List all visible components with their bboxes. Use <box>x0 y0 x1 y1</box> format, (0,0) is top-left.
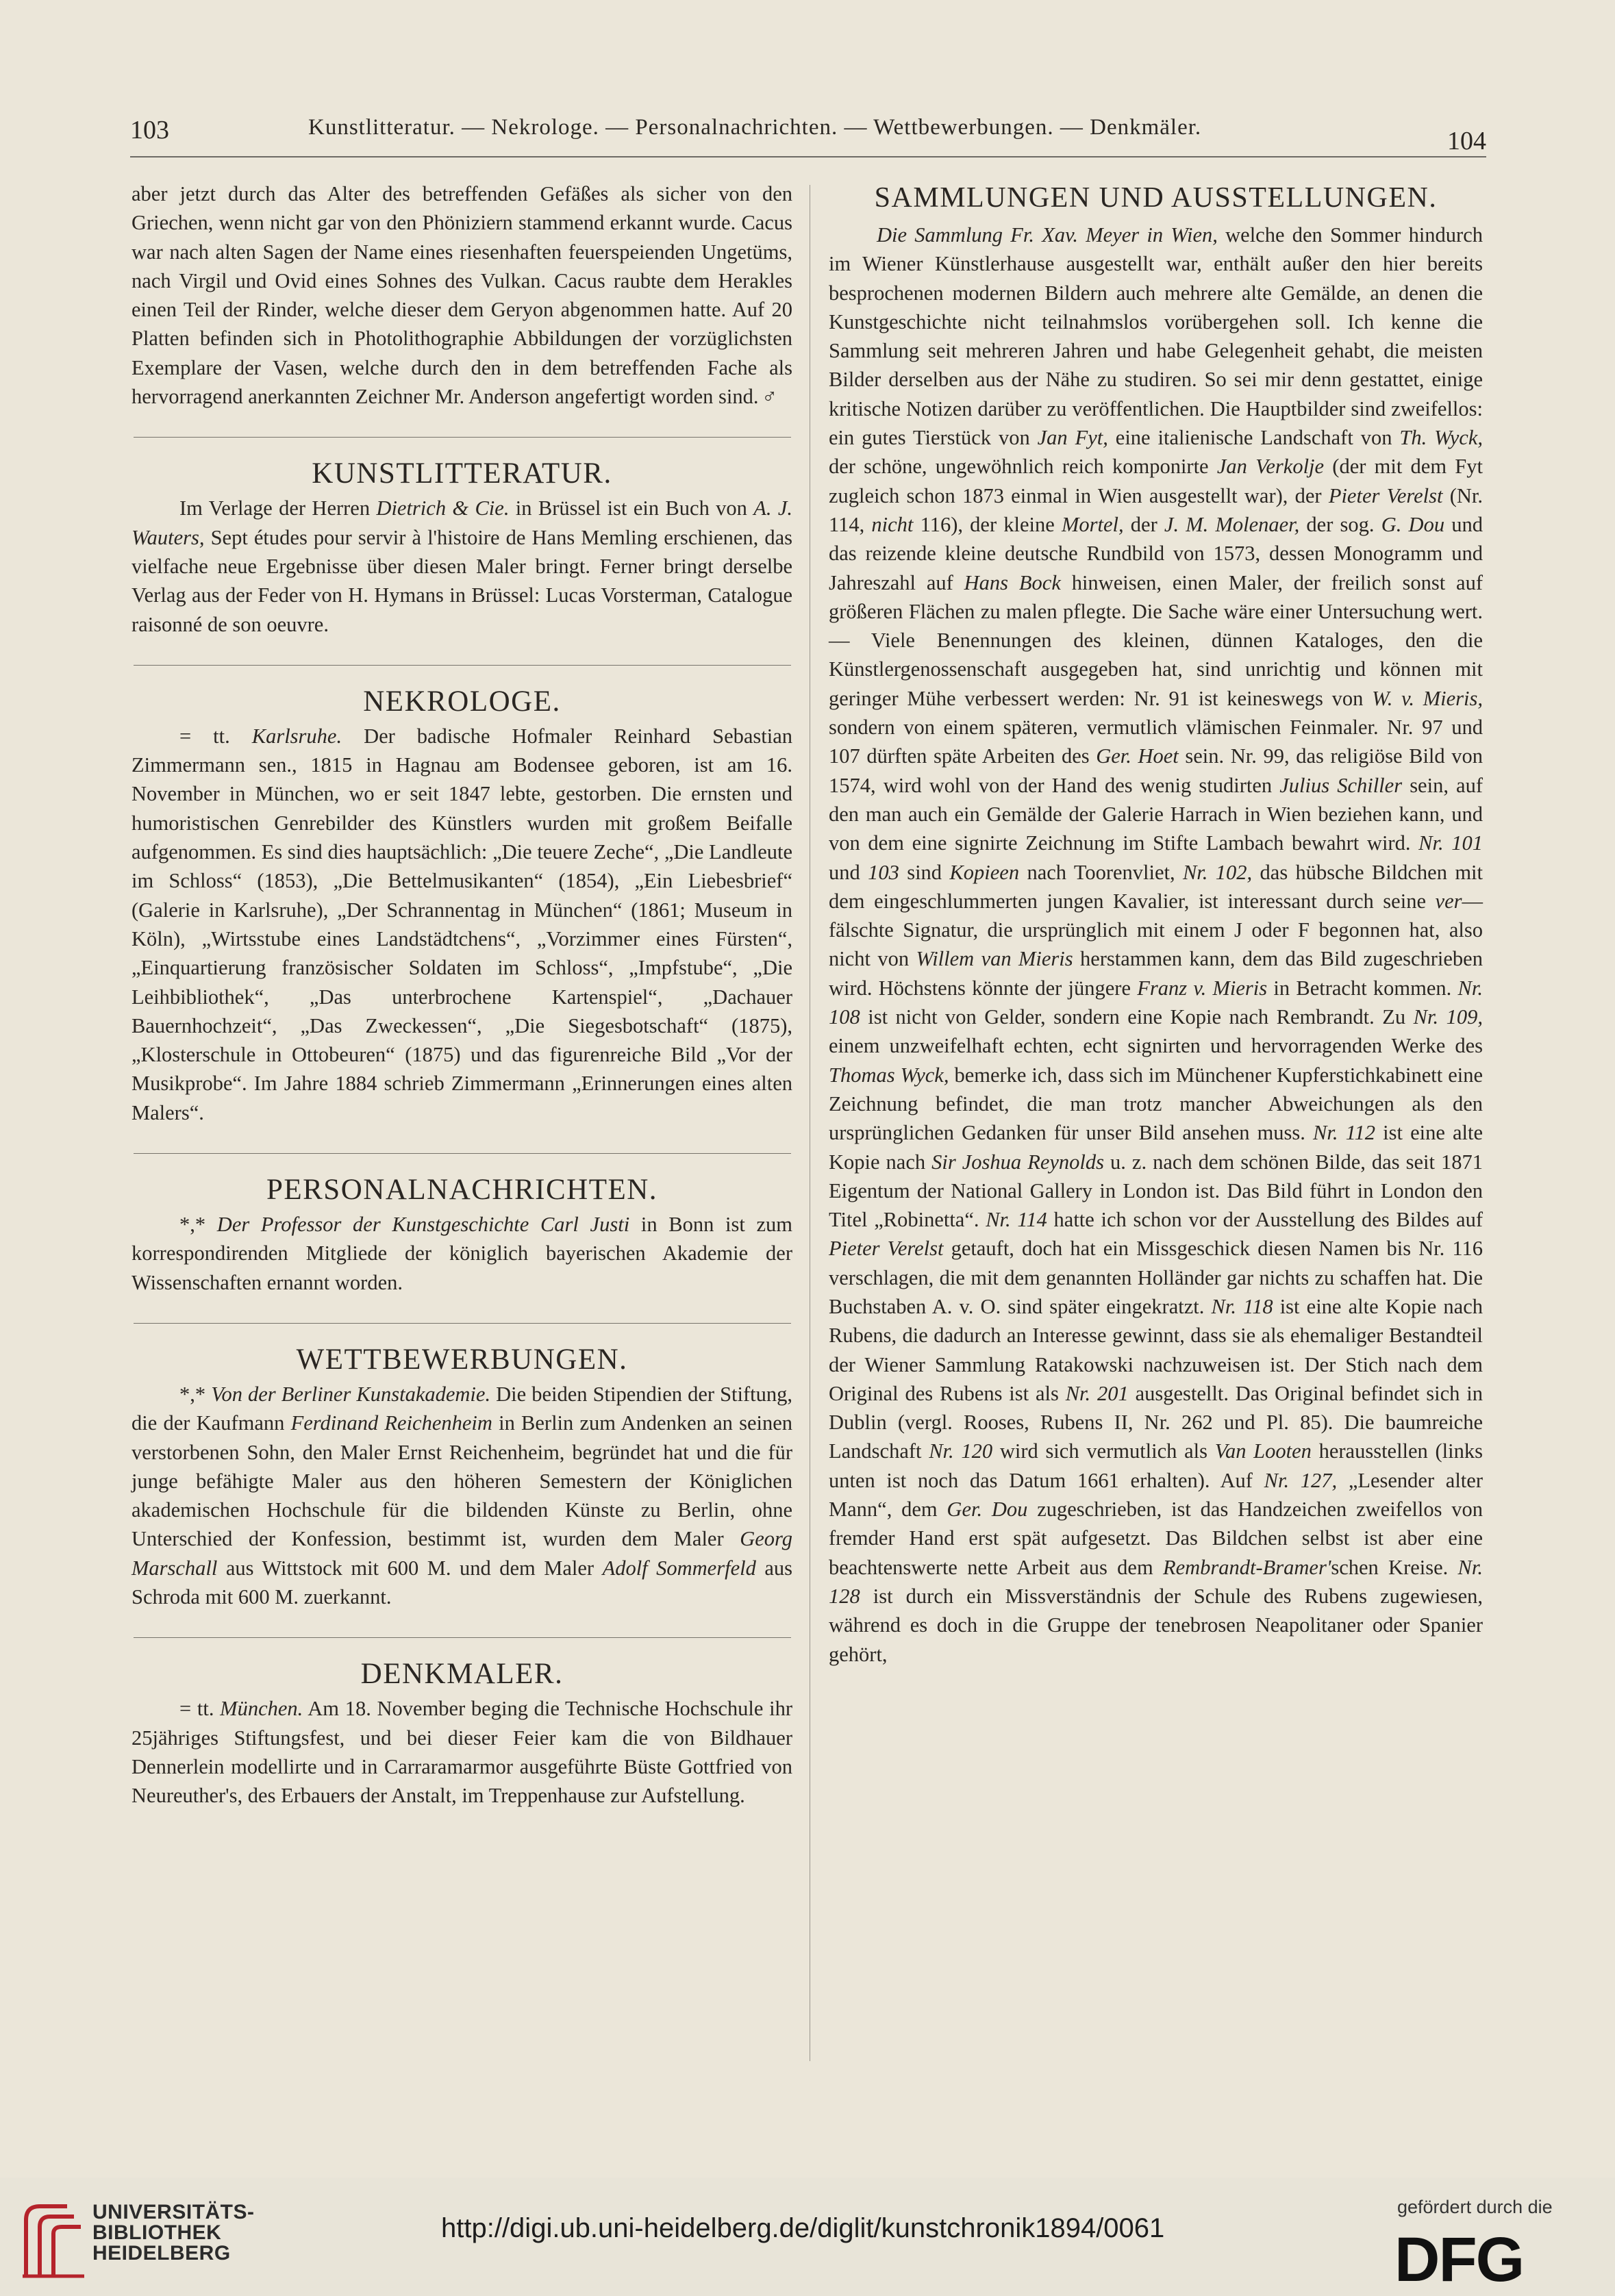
text-span: sind <box>899 860 950 884</box>
italic-span: Thomas Wyck, <box>829 1063 949 1087</box>
text-span: herstammen kann, dem das Bild zugeschrieben wird. Höchstens könnte der jüngere <box>829 947 1483 1000</box>
italic-span: 103 <box>868 860 899 884</box>
italic-span: Die Sammlung Fr. Xav. Meyer in Wien, <box>877 223 1218 247</box>
text-span: hinweisen, einen Maler, der freilich sonst auf größeren Flächen zu malen pflegte. Die Sache wäre einer Untersuchung wert. — Viele Benennungen des kleinen, dünnen Kataloges, den die Künstlergenossenschaft ausgegeben hat, sind unrichtig und können mit geringer Mühe verbessert werden: Nr. 91 ist keineswegs von <box>829 570 1483 710</box>
text-span: sein, auf den man auch ein Gemälde der Galerie Harrach in Wien beziehen kann, und von dem eine signirte Zeichnung im Stifte Lambach bewahrt wird. <box>829 773 1483 855</box>
text-span: eine italienische Landschaft von <box>1107 426 1400 450</box>
text-span: zugeschrieben, ist das Handzeichen zweifellos von fremder Hand erst spät aufgesetzt. Das Bildchen selbst ist aber eine beachtenswerte nette Arbeit aus dem <box>829 1498 1483 1579</box>
italic-span: Ger. Hoet <box>1096 744 1179 768</box>
intro-paragraph: aber jetzt durch das Alter des betreffenden Gefäßes als sicher von den Griechen, wenn nicht gar von den Phöniziern stammend erkannt wurde. Cacus war nach alten Sagen der Name eines riesenhaften feuerspeienden Ungetüms, nach Virgil und Ovid eines Sohnes des Vulkan. Cacus raubte dem Herakles einen Teil der Rinder, welche dieser dem Geryon abgenommen hatte. Auf 20 Platten befinden sich in Photolithographie Abbildungen der vorzüglichsten Exemplare der Vasen, welche durch den in dem betreffenden Fache als hervorragend anerkannten Zeichner Mr. Anderson angefertigt worden sind. ♂ <box>132 179 792 411</box>
running-head-rule <box>130 156 1486 157</box>
text-span: herausstellen (links unten ist noch das Datum 1661 erhalten). Auf <box>829 1439 1483 1492</box>
text-span: ist durch ein Missverständnis der Schule des Rubens zugewiesen, während es doch in die Gruppe der tenebrosen Neapolitaner oder Spanier gehört, <box>829 1584 1483 1666</box>
text-span: —fälschte Signatur, die ursprünglich mit einem J oder F begonnen hat, also nicht von <box>829 889 1483 971</box>
text-span: und das reizende kleine deutsche Rundbild von 1573, dessen Monogramm und Jahreszahl auf <box>829 512 1483 594</box>
kunstlitteratur-paragraph: Im Verlage der Herren Dietrich & Cie. in Brüssel ist ein Buch von A. J. Wauters, Sept études pour servir à l'histoire de Hans Memling erschienen, das vielfache neue Ergebnisse über diesen Maler bringt. Ferner bringt derselbe Verlag aus der Feder von H. Hymans in Brüssel: Lucas Vorsterman, Catalogue raisonné de son oeuvre. <box>132 496 793 636</box>
italic-span: Nr. 118 <box>1211 1294 1273 1318</box>
page-number-right: 104 <box>1447 127 1486 155</box>
section-rule <box>134 437 791 438</box>
heading-sammlungen: SAMMLUNGEN UND AUSSTELLUNGEN. <box>874 182 1438 214</box>
dfg-caption: gefördert durch die <box>1397 2197 1553 2217</box>
text-span: einem unzweifelhaft echten, echt signirten und hervorragenden Werke des <box>829 1034 1483 1058</box>
text-span: nach Toorenvliet, <box>1019 860 1183 884</box>
text-span: ist eine alte Kopie nach Rubens, die dadurch an Interesse gewinnt, dass sie als ehemaliger Bestandteil der Wiener Sammlung Ratakowski nachzuweisen ist. Der Stich nach dem Original des Rubens ist als <box>829 1294 1483 1405</box>
text-span: das hübsche Bildchen mit dem eingeschlummerten jungen Kavalier, ist interessant durch seine <box>829 860 1483 913</box>
italic-span: Jan Fyt, <box>1037 426 1108 450</box>
italic-span: Mortel, <box>1061 512 1124 536</box>
italic-span: W. v. Mieris, <box>1372 686 1483 710</box>
italic-span: Nr. 102, <box>1182 860 1253 884</box>
heading-nekrologe: NEKROLOGE. <box>363 685 561 718</box>
italic-span: Nr. 120 <box>929 1439 993 1463</box>
text-span: getauft, doch hat ein Missgeschick diesen Namen bis Nr. 116 verschlagen, die mit dem genannten Holländer gar nichts zu schaffen hat. Die Buchstaben A. v. O. sind später eingekratzt. <box>829 1237 1483 1318</box>
italic-span: Nr. 108 <box>829 976 1483 1029</box>
page-number-left: 103 <box>130 116 169 144</box>
italic-span: Julius Schiller <box>1279 773 1403 797</box>
author-signature: ♂ <box>762 385 777 409</box>
text-span: ist nicht von Gelder, sondern eine Kopie nach Rembrandt. Zu <box>860 1005 1414 1029</box>
text-span: welche den Sommer hindurch im Wiener Künstlerhause ausgestellt war, enthält außer den hier bereits besprochenen modernen Bildern auch mehrere alte Gemälde, an denen die Kunstgeschichte nicht teilnahmslos vorübergehen soll. Ich kenne die Sammlung seit mehreren Jahren und habe Gelegenheit gehabt, die meisten Bilder derselben aus der Nähe zu studiren. So sei mir denn gestattet, einige kritische Notizen darüber zu veröffentlichen. Die Hauptbilder sind zweifellos: ein gutes Tierstück von <box>829 223 1483 450</box>
text-span: u. z. nach dem schönen Bilde, das seit 1871 Eigentum der National Gallery in London ist. Das Bild führt in London den Titel „Robinetta“. <box>829 1150 1483 1232</box>
nekrologe-paragraph: = tt. Karlsruhe. Der badische Hofmaler Reinhard Sebastian Zimmermann sen., 1815 in Hagnau am Bodensee geboren, ist am 16. November in München, wo er seit 1847 lebte, gestorben. Die ernsten und humoristischen Genrebilder des Künstlers wurden mit großem Beifalle aufgenommen. Es sind dies hauptsächlich: „Die teuere Zeche“, „Die Landleute im Schloss“ (1853), „Die Bettelmusikanten“ (1854), „Ein Liebesbrief“ (Galerie in Karlsruhe), „Der Schrannentag in München“ (1861; Museum in Köln), „Wirtsstube eines Landstädtchens“, „Vorzimmer eines Fürsten“, „Einquartierung französischer Soldaten im Schloss“, „Impfstube“, „Die Leihbibliothek“, „Das unterbrochene Kartenspiel“, „Dachauer Bauernhochzeit“, „Das Zweckessen“, „Die Siegesbotschaft“ (1875), „Klosterschule in Ottobeuren“ (1875) und das figurenreiche Bild „Vor der Musikprobe“. Im Jahre 1884 schrieb Zimmermann „Erinnerungen eines alten Malers“. <box>132 724 792 1124</box>
italic-span: Franz v. Mieris <box>1137 976 1268 1000</box>
italic-span: Nr. 127, <box>1264 1468 1338 1492</box>
heading-wettbewerbungen: WETTBEWERBUNGEN. <box>296 1343 628 1376</box>
italic-span: Van Looten <box>1214 1439 1312 1463</box>
denkmaler-paragraph: = tt. München. Am 18. November beging die Technische Hochschule ihr 25jähriges Stiftungsfest, und bei dieser Feier kam die von Bildhauer Dennerlein modellirte und in Carraramarmor ausgeführte Büste Gottfried von Neureuther's, des Erbauers der Anstalt, im Treppenhause zur Aufstellung. <box>132 1697 792 1808</box>
italic-span: Nr. 101 <box>1418 831 1483 855</box>
text-span: in Betracht kommen. <box>1267 976 1458 1000</box>
italic-span: Th. Wyck, <box>1399 426 1483 450</box>
italic-span: Jan Verkolje <box>1216 455 1325 479</box>
text-span: sondern von einem späteren, vermutlich vlämischen Feinmaler. Nr. 97 und 107 dürften späte Arbeiten des <box>829 716 1483 768</box>
italic-span: Hans Bock <box>964 570 1061 594</box>
right-column <box>829 179 1483 1669</box>
italic-span: G. Dou <box>1381 512 1445 536</box>
text-span: (der mit dem Fyt zugleich schon 1873 einmal in Wien ausgestellt war), der <box>829 455 1483 507</box>
italic-span: Nr. 201 <box>1065 1381 1129 1405</box>
running-head <box>130 103 1486 157</box>
heading-personalnachrichten: PERSONALNACHRICHTEN. <box>266 1174 658 1207</box>
text-span: ist eine alte Kopie nach <box>829 1121 1483 1174</box>
text-span: sein. Nr. 99, das religiöse Bild von 1574, wird wohl von der Hand des wenig studirten <box>829 744 1483 797</box>
sammlungen-paragraph <box>829 220 1483 1669</box>
text-span: der schöne, ungewöhnlich reich komponirte <box>829 455 1217 479</box>
italic-span: Rembrandt-Bramer' <box>1162 1555 1331 1579</box>
text-span: (Nr. 114, <box>829 483 1483 536</box>
italic-span: Pieter Verelst <box>829 1237 944 1261</box>
italic-span: Pieter Verelst <box>1328 483 1443 507</box>
text-span: schen Kreise. <box>1331 1555 1458 1579</box>
section-rule <box>134 1637 791 1638</box>
text-span: der sog. <box>1299 512 1381 536</box>
section-rule <box>134 1153 791 1154</box>
italic-span: Nr. 114 <box>986 1208 1047 1232</box>
heading-kunstlitteratur: KUNSTLITTERATUR. <box>312 457 612 490</box>
footer-bar <box>0 2178 1615 2296</box>
italic-span: Ger. Dou <box>947 1498 1028 1522</box>
text-span: und <box>829 860 868 884</box>
section-rule <box>134 665 791 666</box>
text-span: 116), der kleine <box>913 512 1062 536</box>
section-rule <box>134 1323 791 1324</box>
dfg-logo: DFG <box>1394 2225 1524 2295</box>
text-span: „Lesender alter Mann“, dem <box>829 1468 1483 1522</box>
italic-span: Nr. 109, <box>1413 1005 1483 1029</box>
text-span: hatte ich schon vor der Ausstellung des Bildes auf <box>1047 1208 1483 1232</box>
italic-span: Sir Joshua Reynolds <box>931 1150 1104 1174</box>
italic-span: J. M. Molenaer, <box>1164 512 1300 536</box>
wettbewerbungen-paragraph: *,* Von der Berliner Kunstakademie. Die beiden Stipendien der Stiftung, die der Kaufmann Ferdinand Reichenheim in Berlin zum Andenken an seinen verstorbenen Sohn, den Maler Ernst Reichenheim, begründet hat und die für junge befähigte Maler aus den höheren Semestern der Königlichen akademischen Hochschule für die bildenden Künste zu Berlin, ohne Unterschied der Konfession, bestimmt ist, wurden dem Maler Georg Marschall aus Wittstock mit 600 M. und dem Maler Adolf Sommerfeld aus Schroda mit 600 M. zuerkannt. <box>132 1382 793 1609</box>
university-library-logo-icon <box>19 2193 88 2282</box>
running-head-title: Kunstlitteratur. — Nekrologe. — Personalnachrichten. — Wettbewerbungen. — Denkmäler. <box>308 115 1202 140</box>
personalnachrichten-paragraph: *,* Der Professor der Kunstgeschichte Carl Justi in Bonn ist zum korrespondirenden Mitgliede der königlich bayerischen Akademie der Wissenschaften ernannt worden. <box>132 1213 792 1294</box>
italic-span: Nr. 112 <box>1313 1121 1376 1145</box>
text-span: ausgestellt. Das Original befindet sich in Dublin (vergl. Rooses, Rubens II, Nr. 262 und Pl. 85). Die baumreiche Landschaft <box>829 1381 1483 1463</box>
university-library-name: UNIVERSITÄTS- BIBLIOTHEK HEIDELBERG <box>92 2201 255 2265</box>
text-span: der <box>1123 512 1164 536</box>
text-span: wird sich vermutlich als <box>992 1439 1215 1463</box>
italic-span: Nr. 128 <box>829 1555 1483 1608</box>
italic-span: Kopieen <box>949 860 1020 884</box>
italic-span: Willem van Mieris <box>916 947 1073 971</box>
source-url-link[interactable]: http://digi.ub.uni-heidelberg.de/diglit/kunstchronik1894/0061 <box>441 2213 1165 2243</box>
text-span: bemerke ich, dass sich im Münchener Kupferstichkabinett eine Zeichnung befindet, die man trotz mancher Abweichungen als den ursprünglichen Gedanken für unser Bild ansehen muss. <box>829 1063 1483 1145</box>
heading-denkmaler: DENKMALER. <box>360 1658 564 1691</box>
italic-span: nicht <box>871 512 914 536</box>
italic-span: ver <box>1435 889 1462 913</box>
left-column <box>132 179 792 1810</box>
